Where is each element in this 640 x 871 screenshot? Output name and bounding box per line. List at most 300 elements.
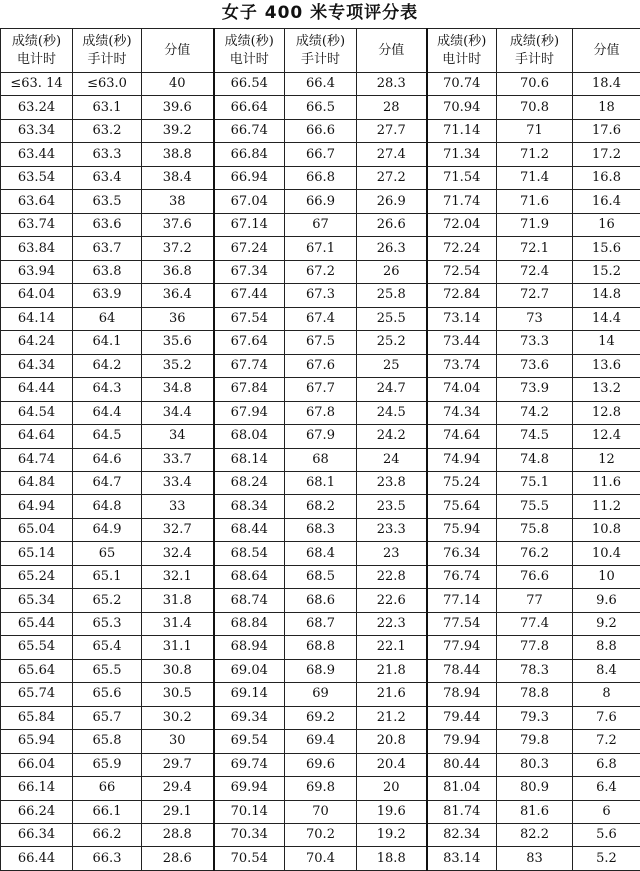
hand-time-cell: 64 <box>73 307 142 330</box>
hand-time-cell: 76.6 <box>497 565 573 588</box>
electric-time-cell: 74.64 <box>427 425 497 448</box>
hand-time-cell: 69 <box>285 683 357 706</box>
score-cell: 30 <box>142 730 214 753</box>
table-row <box>1 636 640 659</box>
hand-time-cell: 67.5 <box>285 331 357 354</box>
electric-time-cell: 67.74 <box>214 354 285 377</box>
hand-time-cell: 64.7 <box>73 471 142 494</box>
electric-time-cell: 67.04 <box>214 190 285 213</box>
electric-time-cell: 72.84 <box>427 284 497 307</box>
score-cell: 28.3 <box>357 73 427 96</box>
table-row <box>1 589 640 612</box>
score-cell: 20.8 <box>357 730 427 753</box>
hand-time-cell: 64.2 <box>73 354 142 377</box>
electric-time-cell: 68.74 <box>214 589 285 612</box>
electric-time-cell: 74.34 <box>427 401 497 424</box>
score-cell: 10 <box>573 565 640 588</box>
hand-time-cell: 66.6 <box>285 119 357 142</box>
hand-time-cell: 67.6 <box>285 354 357 377</box>
hand-time-cell: 63.5 <box>73 190 142 213</box>
score-cell: 25 <box>357 354 427 377</box>
score-cell: 8.8 <box>573 636 640 659</box>
hand-time-cell: 68 <box>285 448 357 471</box>
score-table <box>0 28 640 871</box>
hand-time-cell: 69.4 <box>285 730 357 753</box>
score-cell: 34 <box>142 425 214 448</box>
electric-time-cell: 77.14 <box>427 589 497 612</box>
score-cell: 7.6 <box>573 706 640 729</box>
hand-time-cell: 74.8 <box>497 448 573 471</box>
score-cell: 32.7 <box>142 518 214 541</box>
score-cell: 25.8 <box>357 284 427 307</box>
score-cell: 36.8 <box>142 260 214 283</box>
hand-time-cell: 69.6 <box>285 753 357 776</box>
electric-time-cell: 72.24 <box>427 237 497 260</box>
hand-time-cell: 78.8 <box>497 683 573 706</box>
hand-time-cell: 68.2 <box>285 495 357 518</box>
score-cell: 17.6 <box>573 119 640 142</box>
electric-time-cell: 66.34 <box>1 824 73 847</box>
electric-time-cell: 73.14 <box>427 307 497 330</box>
score-cell: 26.3 <box>357 237 427 260</box>
score-cell: 40 <box>142 73 214 96</box>
score-cell: 33 <box>142 495 214 518</box>
electric-time-cell: 67.84 <box>214 378 285 401</box>
score-cell: 33.7 <box>142 448 214 471</box>
score-cell: 25.5 <box>357 307 427 330</box>
hand-time-cell: 76.2 <box>497 542 573 565</box>
hand-time-cell: 67.7 <box>285 378 357 401</box>
hand-time-cell: 83 <box>497 847 573 871</box>
table-header <box>1 29 640 73</box>
hand-time-cell: 70.4 <box>285 847 357 871</box>
hand-time-cell: 73.9 <box>497 378 573 401</box>
hand-time-cell: 71.2 <box>497 143 573 166</box>
hand-time-cell: 67.2 <box>285 260 357 283</box>
score-cell: 31.1 <box>142 636 214 659</box>
hand-time-cell: 67.8 <box>285 401 357 424</box>
hand-time-cell: 71.6 <box>497 190 573 213</box>
hand-time-cell: 74.5 <box>497 425 573 448</box>
score-cell: 34.4 <box>142 401 214 424</box>
score-cell: 16 <box>573 213 640 236</box>
electric-time-cell: 69.94 <box>214 777 285 800</box>
header-electric-time: 成绩(秒) 电计时 <box>214 29 285 73</box>
score-cell: 39.2 <box>142 119 214 142</box>
score-cell: 16.4 <box>573 190 640 213</box>
score-cell: 24.2 <box>357 425 427 448</box>
score-cell: 12.4 <box>573 425 640 448</box>
table-row <box>1 753 640 776</box>
hand-time-cell: 71.4 <box>497 166 573 189</box>
electric-time-cell: 80.44 <box>427 753 497 776</box>
electric-time-cell: 63.64 <box>1 190 73 213</box>
score-cell: 35.6 <box>142 331 214 354</box>
electric-time-cell: 65.84 <box>1 706 73 729</box>
score-cell: 22.8 <box>357 565 427 588</box>
score-cell: 24 <box>357 448 427 471</box>
electric-time-cell: 75.24 <box>427 471 497 494</box>
hand-time-cell: 68.4 <box>285 542 357 565</box>
electric-time-cell: 64.14 <box>1 307 73 330</box>
electric-time-cell: 65.14 <box>1 542 73 565</box>
electric-time-cell: 69.14 <box>214 683 285 706</box>
table-row <box>1 213 640 236</box>
score-cell: 32.1 <box>142 565 214 588</box>
hand-time-cell: 65.5 <box>73 659 142 682</box>
score-cell: 30.5 <box>142 683 214 706</box>
score-cell: 15.6 <box>573 237 640 260</box>
hand-time-cell: 80.3 <box>497 753 573 776</box>
score-cell: 37.6 <box>142 213 214 236</box>
hand-time-cell: 67.1 <box>285 237 357 260</box>
table-row <box>1 777 640 800</box>
electric-time-cell: 64.44 <box>1 378 73 401</box>
table-row <box>1 119 640 142</box>
score-cell: 16.8 <box>573 166 640 189</box>
header-hand-time: 成绩(秒) 手计时 <box>285 29 357 73</box>
electric-time-cell: 69.34 <box>214 706 285 729</box>
score-cell: 11.6 <box>573 471 640 494</box>
electric-time-cell: 65.44 <box>1 612 73 635</box>
score-cell: 13.2 <box>573 378 640 401</box>
table-row <box>1 237 640 260</box>
table-row <box>1 401 640 424</box>
electric-time-cell: 64.94 <box>1 495 73 518</box>
electric-time-cell: 71.74 <box>427 190 497 213</box>
hand-time-cell: 63.3 <box>73 143 142 166</box>
hand-time-cell: 66.5 <box>285 96 357 119</box>
table-row <box>1 73 640 96</box>
electric-time-cell: 67.64 <box>214 331 285 354</box>
hand-time-cell: 65.4 <box>73 636 142 659</box>
table-row <box>1 190 640 213</box>
header-hand-time: 成绩(秒) 手计时 <box>73 29 142 73</box>
hand-time-cell: 65.7 <box>73 706 142 729</box>
electric-time-cell: 63.34 <box>1 119 73 142</box>
score-cell: 21.8 <box>357 659 427 682</box>
hand-time-cell: 79.3 <box>497 706 573 729</box>
hand-time-cell: 75.1 <box>497 471 573 494</box>
hand-time-cell: 68.9 <box>285 659 357 682</box>
score-cell: 32.4 <box>142 542 214 565</box>
electric-time-cell: 63.44 <box>1 143 73 166</box>
table-body <box>1 73 640 871</box>
electric-time-cell: 65.24 <box>1 565 73 588</box>
hand-time-cell: 73.6 <box>497 354 573 377</box>
score-cell: 23.5 <box>357 495 427 518</box>
score-cell: 24.7 <box>357 378 427 401</box>
score-cell: 28.8 <box>142 824 214 847</box>
score-cell: 26 <box>357 260 427 283</box>
score-cell: 20 <box>357 777 427 800</box>
score-cell: 5.2 <box>573 847 640 871</box>
table-row <box>1 565 640 588</box>
electric-time-cell: 67.54 <box>214 307 285 330</box>
hand-time-cell: 68.1 <box>285 471 357 494</box>
table-row <box>1 307 640 330</box>
score-cell: 29.1 <box>142 800 214 823</box>
hand-time-cell: 64.1 <box>73 331 142 354</box>
hand-time-cell: 65.8 <box>73 730 142 753</box>
table-row <box>1 260 640 283</box>
hand-time-cell: 79.8 <box>497 730 573 753</box>
hand-time-cell: 74.2 <box>497 401 573 424</box>
electric-time-cell: 68.04 <box>214 425 285 448</box>
score-cell: 26.6 <box>357 213 427 236</box>
electric-time-cell: 68.84 <box>214 612 285 635</box>
score-cell: 8 <box>573 683 640 706</box>
table-row <box>1 518 640 541</box>
hand-time-cell: ≤63.0 <box>73 73 142 96</box>
score-cell: 14.4 <box>573 307 640 330</box>
electric-time-cell: 66.84 <box>214 143 285 166</box>
hand-time-cell: 66.7 <box>285 143 357 166</box>
score-cell: 23.8 <box>357 471 427 494</box>
hand-time-cell: 73 <box>497 307 573 330</box>
score-cell: 10.8 <box>573 518 640 541</box>
electric-time-cell: 66.64 <box>214 96 285 119</box>
score-cell: 21.6 <box>357 683 427 706</box>
electric-time-cell: 68.44 <box>214 518 285 541</box>
score-cell: 36.4 <box>142 284 214 307</box>
electric-time-cell: 65.04 <box>1 518 73 541</box>
electric-time-cell: 65.94 <box>1 730 73 753</box>
hand-time-cell: 77 <box>497 589 573 612</box>
hand-time-cell: 75.8 <box>497 518 573 541</box>
score-cell: 31.8 <box>142 589 214 612</box>
electric-time-cell: 77.54 <box>427 612 497 635</box>
hand-time-cell: 72.1 <box>497 237 573 260</box>
table-row <box>1 612 640 635</box>
hand-time-cell: 64.4 <box>73 401 142 424</box>
score-cell: 15.2 <box>573 260 640 283</box>
score-cell: 17.2 <box>573 143 640 166</box>
hand-time-cell: 66.1 <box>73 800 142 823</box>
electric-time-cell: 66.24 <box>1 800 73 823</box>
electric-time-cell: 63.24 <box>1 96 73 119</box>
electric-time-cell: 67.24 <box>214 237 285 260</box>
score-cell: 23 <box>357 542 427 565</box>
electric-time-cell: 75.64 <box>427 495 497 518</box>
table-row <box>1 706 640 729</box>
score-cell: 26.9 <box>357 190 427 213</box>
electric-time-cell: 76.34 <box>427 542 497 565</box>
electric-time-cell: 71.34 <box>427 143 497 166</box>
hand-time-cell: 63.1 <box>73 96 142 119</box>
score-cell: 28.6 <box>142 847 214 871</box>
electric-time-cell: 70.34 <box>214 824 285 847</box>
score-cell: 18.4 <box>573 73 640 96</box>
electric-time-cell: 66.74 <box>214 119 285 142</box>
hand-time-cell: 64.9 <box>73 518 142 541</box>
hand-time-cell: 67.9 <box>285 425 357 448</box>
score-cell: 6.8 <box>573 753 640 776</box>
score-cell: 10.4 <box>573 542 640 565</box>
electric-time-cell: 71.54 <box>427 166 497 189</box>
electric-time-cell: 63.94 <box>1 260 73 283</box>
electric-time-cell: 70.94 <box>427 96 497 119</box>
score-cell: 9.2 <box>573 612 640 635</box>
hand-time-cell: 71 <box>497 119 573 142</box>
score-cell: 18 <box>573 96 640 119</box>
electric-time-cell: 71.14 <box>427 119 497 142</box>
score-cell: 39.6 <box>142 96 214 119</box>
electric-time-cell: 70.54 <box>214 847 285 871</box>
score-cell: 29.4 <box>142 777 214 800</box>
hand-time-cell: 67 <box>285 213 357 236</box>
electric-time-cell: 78.94 <box>427 683 497 706</box>
table-row <box>1 542 640 565</box>
score-cell: 27.2 <box>357 166 427 189</box>
electric-time-cell: 68.54 <box>214 542 285 565</box>
score-cell: 19.2 <box>357 824 427 847</box>
electric-time-cell: 68.64 <box>214 565 285 588</box>
score-cell: 14.8 <box>573 284 640 307</box>
score-cell: 36 <box>142 307 214 330</box>
score-cell: 7.2 <box>573 730 640 753</box>
hand-time-cell: 66.8 <box>285 166 357 189</box>
score-cell: 12 <box>573 448 640 471</box>
hand-time-cell: 77.4 <box>497 612 573 635</box>
header-hand-time: 成绩(秒) 手计时 <box>497 29 573 73</box>
electric-time-cell: 66.44 <box>1 847 73 871</box>
hand-time-cell: 72.7 <box>497 284 573 307</box>
hand-time-cell: 63.8 <box>73 260 142 283</box>
electric-time-cell: 73.44 <box>427 331 497 354</box>
hand-time-cell: 71.9 <box>497 213 573 236</box>
score-cell: 6.4 <box>573 777 640 800</box>
hand-time-cell: 72.4 <box>497 260 573 283</box>
header-score: 分值 <box>573 29 640 73</box>
score-cell: 27.7 <box>357 119 427 142</box>
hand-time-cell: 70.6 <box>497 73 573 96</box>
hand-time-cell: 69.2 <box>285 706 357 729</box>
electric-time-cell: 79.94 <box>427 730 497 753</box>
electric-time-cell: 67.14 <box>214 213 285 236</box>
hand-time-cell: 64.6 <box>73 448 142 471</box>
score-cell: 22.6 <box>357 589 427 612</box>
electric-time-cell: 79.44 <box>427 706 497 729</box>
table-row <box>1 354 640 377</box>
hand-time-cell: 63.9 <box>73 284 142 307</box>
electric-time-cell: 67.44 <box>214 284 285 307</box>
electric-time-cell: 66.54 <box>214 73 285 96</box>
electric-time-cell: 81.74 <box>427 800 497 823</box>
electric-time-cell: 68.34 <box>214 495 285 518</box>
table-title: 女子 400 米专项评分表 <box>221 3 419 23</box>
table-row <box>1 847 640 871</box>
electric-time-cell: 65.64 <box>1 659 73 682</box>
score-cell: 5.6 <box>573 824 640 847</box>
electric-time-cell: 68.14 <box>214 448 285 471</box>
table-row <box>1 143 640 166</box>
electric-time-cell: 64.04 <box>1 284 73 307</box>
electric-time-cell: 65.54 <box>1 636 73 659</box>
electric-time-cell: 69.54 <box>214 730 285 753</box>
hand-time-cell: 82.2 <box>497 824 573 847</box>
table-row <box>1 471 640 494</box>
electric-time-cell: 69.74 <box>214 753 285 776</box>
table-row <box>1 730 640 753</box>
electric-time-cell: 75.94 <box>427 518 497 541</box>
table-row <box>1 800 640 823</box>
header-score: 分值 <box>357 29 427 73</box>
table-row <box>1 331 640 354</box>
table-row <box>1 96 640 119</box>
electric-time-cell: 66.04 <box>1 753 73 776</box>
score-cell: 22.1 <box>357 636 427 659</box>
hand-time-cell: 63.4 <box>73 166 142 189</box>
hand-time-cell: 67.3 <box>285 284 357 307</box>
score-cell: 20.4 <box>357 753 427 776</box>
score-cell: 33.4 <box>142 471 214 494</box>
hand-time-cell: 65.1 <box>73 565 142 588</box>
score-cell: 21.2 <box>357 706 427 729</box>
electric-time-cell: 74.04 <box>427 378 497 401</box>
hand-time-cell: 64.3 <box>73 378 142 401</box>
score-cell: 25.2 <box>357 331 427 354</box>
electric-time-cell: 64.64 <box>1 425 73 448</box>
table-row <box>1 284 640 307</box>
score-cell: 38.8 <box>142 143 214 166</box>
score-cell: 28 <box>357 96 427 119</box>
electric-time-cell: 67.94 <box>214 401 285 424</box>
score-cell: 9.6 <box>573 589 640 612</box>
hand-time-cell: 64.8 <box>73 495 142 518</box>
hand-time-cell: 70.2 <box>285 824 357 847</box>
electric-time-cell: 64.54 <box>1 401 73 424</box>
hand-time-cell: 80.9 <box>497 777 573 800</box>
electric-time-cell: 65.74 <box>1 683 73 706</box>
electric-time-cell: 70.14 <box>214 800 285 823</box>
table-row <box>1 378 640 401</box>
hand-time-cell: 63.6 <box>73 213 142 236</box>
hand-time-cell: 65.3 <box>73 612 142 635</box>
score-cell: 14 <box>573 331 640 354</box>
hand-time-cell: 81.6 <box>497 800 573 823</box>
hand-time-cell: 64.5 <box>73 425 142 448</box>
table-row <box>1 425 640 448</box>
hand-time-cell: 66.2 <box>73 824 142 847</box>
electric-time-cell: 83.14 <box>427 847 497 871</box>
score-cell: 38.4 <box>142 166 214 189</box>
electric-time-cell: 70.74 <box>427 73 497 96</box>
electric-time-cell: 64.84 <box>1 471 73 494</box>
hand-time-cell: 66 <box>73 777 142 800</box>
electric-time-cell: 68.24 <box>214 471 285 494</box>
electric-time-cell: 63.84 <box>1 237 73 260</box>
electric-time-cell: 63.54 <box>1 166 73 189</box>
table-row <box>1 448 640 471</box>
hand-time-cell: 69.8 <box>285 777 357 800</box>
hand-time-cell: 68.5 <box>285 565 357 588</box>
score-cell: 27.4 <box>357 143 427 166</box>
table-row <box>1 683 640 706</box>
table-row <box>1 495 640 518</box>
electric-time-cell: ≤63. 14 <box>1 73 73 96</box>
electric-time-cell: 73.74 <box>427 354 497 377</box>
score-cell: 31.4 <box>142 612 214 635</box>
electric-time-cell: 64.74 <box>1 448 73 471</box>
hand-time-cell: 77.8 <box>497 636 573 659</box>
header-electric-time: 成绩(秒) 电计时 <box>427 29 497 73</box>
electric-time-cell: 77.94 <box>427 636 497 659</box>
score-cell: 22.3 <box>357 612 427 635</box>
score-cell: 24.5 <box>357 401 427 424</box>
hand-time-cell: 63.2 <box>73 119 142 142</box>
hand-time-cell: 63.7 <box>73 237 142 260</box>
